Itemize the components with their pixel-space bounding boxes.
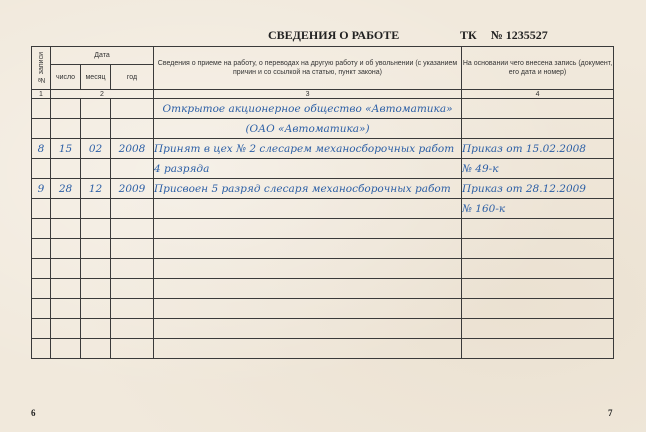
record-year: 2008: [111, 139, 154, 159]
record-month: 02: [81, 139, 111, 159]
col-number-3: 3: [154, 90, 462, 99]
page-header: [0, 28, 646, 46]
col-month: месяц: [81, 65, 111, 90]
table-row: [32, 99, 614, 119]
table-row: [32, 319, 614, 339]
page-number-right: 7: [608, 408, 613, 418]
tk-serial: № 1235527: [490, 28, 548, 42]
table-row: [32, 159, 614, 179]
table-row: [32, 299, 614, 319]
col-number-4: 4: [462, 90, 614, 99]
table-row: [32, 119, 614, 139]
col-description: Сведения о приеме на работу, о переводах на другую работу и об увольнении (с указанием причин и со ссылкой на статью, пункт закона): [154, 47, 462, 90]
record-day: 28: [51, 179, 81, 199]
record-text: Присвоен 5 разряд слесаря механосборочных работ: [154, 179, 462, 199]
org-name: Открытое акционерное общество «Автоматика»: [154, 99, 462, 119]
col-year: год: [111, 65, 154, 90]
col-number-1: 1: [32, 90, 51, 99]
page-number-left: 6: [31, 408, 36, 418]
col-record-no: № записи: [32, 47, 51, 90]
table-row: [32, 179, 614, 199]
record-basis-number: № 49-к: [462, 159, 614, 179]
table-row: [32, 239, 614, 259]
work-records-table: [31, 46, 614, 359]
record-basis: Приказ от 15.02.2008: [462, 139, 614, 159]
record-text: Принят в цех № 2 слесарем механосборочных работ: [154, 139, 462, 159]
table-row: [32, 219, 614, 239]
record-basis-number: № 160-к: [462, 199, 614, 219]
table-row: [32, 199, 614, 219]
table-row: [32, 259, 614, 279]
org-short-name: (ОАО «Автоматика»): [154, 119, 462, 139]
record-day: 15: [51, 139, 81, 159]
col-day: число: [51, 65, 81, 90]
table-row: [32, 279, 614, 299]
record-basis: Приказ от 28.12.2009: [462, 179, 614, 199]
record-month: 12: [81, 179, 111, 199]
tk-label: ТК: [460, 28, 477, 42]
record-no: 8: [32, 139, 51, 159]
page-title: СВЕДЕНИЯ О РАБОТЕ: [268, 28, 400, 42]
record-no: 9: [32, 179, 51, 199]
col-number-2: 2: [51, 90, 154, 99]
record-year: 2009: [111, 179, 154, 199]
record-text-cont: 4 разряда: [154, 159, 462, 179]
table-row: [32, 339, 614, 359]
col-date: Дата: [51, 47, 154, 65]
table-row: [32, 139, 614, 159]
col-basis: На основании чего внесена запись (документ, его дата и номер): [462, 47, 614, 90]
tk-number: [460, 28, 548, 43]
